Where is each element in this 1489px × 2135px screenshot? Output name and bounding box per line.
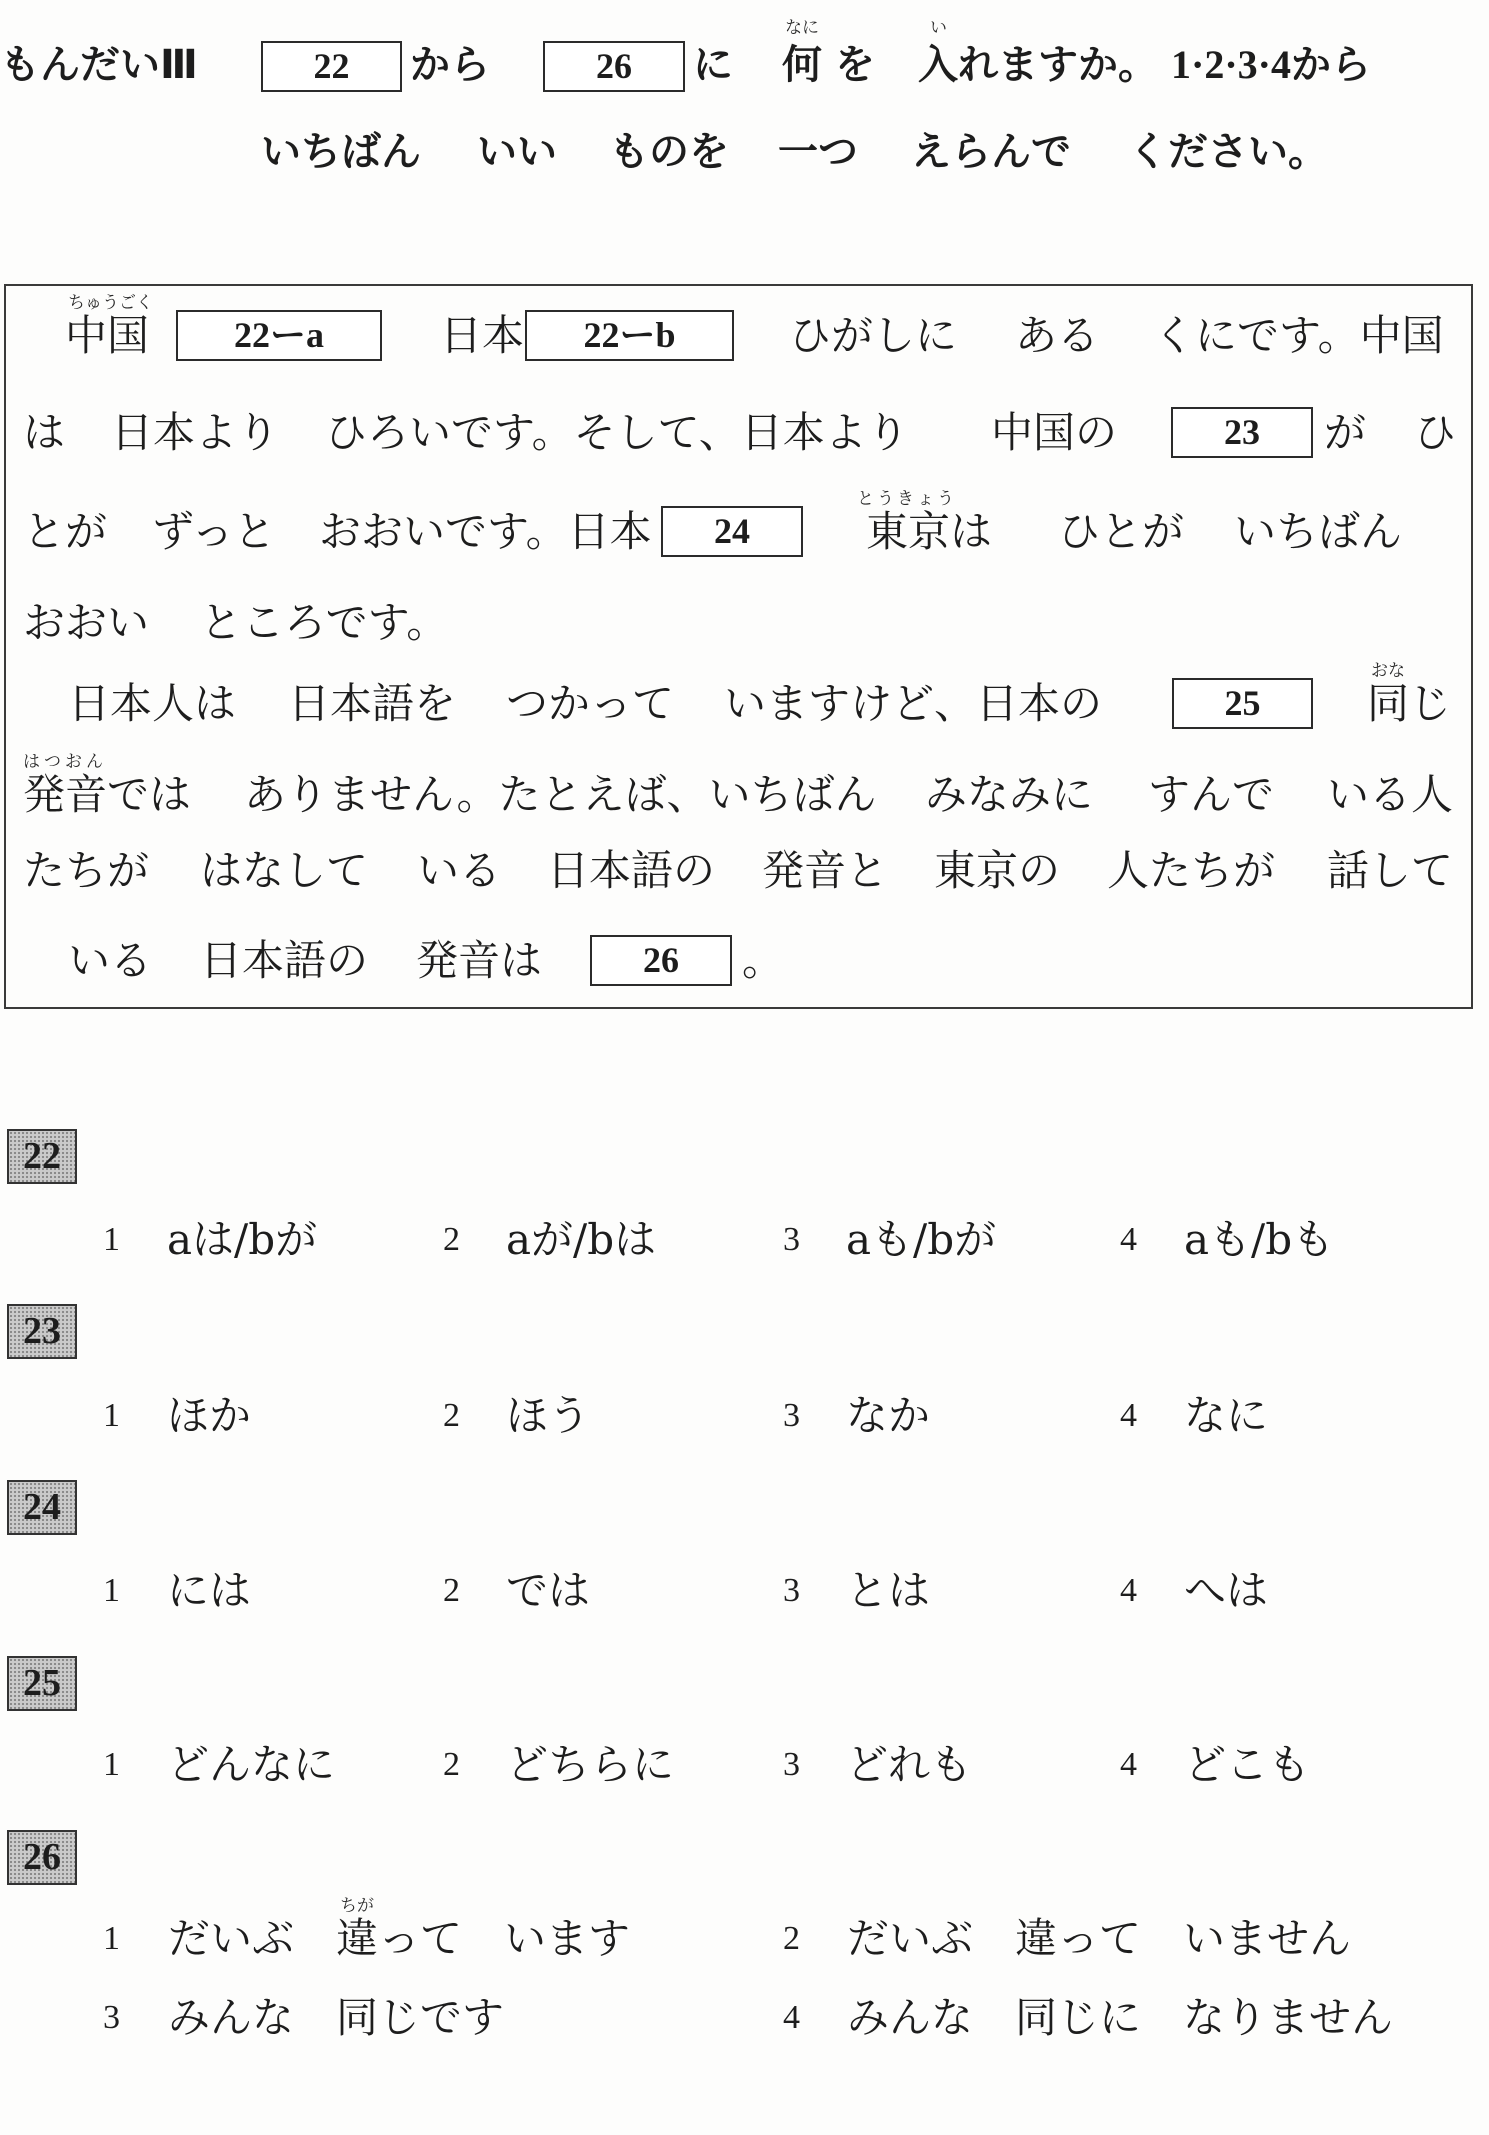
- passage-text: 日本より: [111, 408, 280, 457]
- answer-blank-22b: 22ーb: [525, 310, 734, 361]
- passage-text: 東京は: [866, 507, 993, 556]
- option-number: 2: [443, 1221, 460, 1258]
- passage-text: ひろいです。そして、日本より: [325, 408, 909, 457]
- question-number: 25: [7, 1656, 77, 1711]
- passage-text: いる人: [1327, 770, 1454, 819]
- option-text: とは: [846, 1566, 931, 1615]
- instruction-word: いい: [477, 129, 557, 175]
- option-text: では: [506, 1566, 591, 1615]
- passage-line: [6, 752, 1471, 819]
- option-row: [0, 1993, 1489, 2042]
- passage-text: ある: [1015, 311, 1100, 360]
- passage-text: ところです。: [200, 598, 449, 647]
- option-text: には: [167, 1566, 252, 1615]
- passage-text: 。: [742, 936, 785, 985]
- option-text: なに: [1184, 1391, 1269, 1440]
- instruction-text: を: [835, 42, 875, 88]
- answer-blank-22a: 22ーa: [176, 310, 382, 361]
- option-text: ほか: [167, 1391, 252, 1440]
- passage-line: [6, 661, 1471, 728]
- passage-text: ひがしに: [789, 311, 958, 360]
- option-number: 3: [783, 1572, 800, 1609]
- option-text: みんな 同じです: [168, 1993, 505, 2042]
- option-text: どこも: [1184, 1740, 1311, 1789]
- option-number: 2: [443, 1746, 460, 1783]
- question-number: 24: [7, 1480, 77, 1535]
- option-number: 1: [103, 1221, 120, 1258]
- question-26: [0, 1830, 1489, 2050]
- instruction-text: に: [693, 42, 733, 88]
- passage-text: ありません。たとえば、いちばん: [244, 770, 877, 819]
- passage-text: 発音と: [762, 846, 889, 895]
- option-text: なか: [846, 1391, 931, 1440]
- passage-text: くにです。中国: [1153, 311, 1444, 360]
- option-text: だいぶ 違って います: [168, 1914, 631, 1963]
- option-number: 2: [443, 1572, 460, 1609]
- passage-text: が: [1324, 408, 1367, 457]
- passage-line: [6, 846, 1471, 895]
- range-end-box: 26: [543, 41, 685, 92]
- passage-text: 人たちが: [1107, 846, 1276, 895]
- passage-line: [6, 408, 1471, 457]
- option-number: 3: [783, 1221, 800, 1258]
- instruction-text: 入: [918, 42, 958, 88]
- option-number: 1: [103, 1397, 120, 1434]
- instruction-word: ものを: [609, 129, 729, 175]
- option-row: [0, 1215, 1489, 1264]
- furigana: とうきょう: [857, 489, 957, 509]
- instruction-word: いちばん: [261, 129, 421, 175]
- passage-text: 中国の: [991, 408, 1118, 457]
- furigana: なに: [785, 18, 819, 38]
- option-text: へは: [1184, 1566, 1269, 1615]
- instruction-text: れますか。: [958, 42, 1158, 88]
- option-number: 4: [1120, 1397, 1137, 1434]
- option-text: ほう: [506, 1391, 591, 1440]
- passage-text: はなして: [200, 846, 369, 895]
- instruction-text: から: [410, 42, 490, 88]
- passage-text: ひとが: [1058, 507, 1185, 556]
- option-number: 1: [103, 1572, 120, 1609]
- answer-blank-24: 24: [661, 506, 803, 557]
- passage-text: たちが: [23, 846, 150, 895]
- passage-text: いちばん: [1234, 507, 1403, 556]
- problem-title: もんだいⅢ: [0, 42, 198, 88]
- option-text: aが/bは: [506, 1215, 657, 1264]
- passage-text: いる: [417, 846, 502, 895]
- option-number: 3: [783, 1746, 800, 1783]
- option-text: どんなに: [167, 1740, 336, 1789]
- option-number: 4: [1120, 1221, 1137, 1258]
- question-number: 23: [7, 1304, 77, 1359]
- passage-text: 中国: [65, 311, 150, 360]
- option-number: 4: [1120, 1746, 1137, 1783]
- choice-numbers: 1·2·3·4から: [1171, 42, 1372, 87]
- passage-text: 日本: [440, 311, 525, 360]
- question-number: 26: [7, 1830, 77, 1885]
- furigana: はつおん: [23, 752, 107, 772]
- option-text: aも/bも: [1184, 1215, 1335, 1264]
- option-text: aも/bが: [846, 1215, 997, 1264]
- passage-text: おおいです。日本: [319, 507, 652, 556]
- passage-text: いますけど、日本の: [724, 679, 1103, 728]
- option-text: aは/bが: [167, 1215, 318, 1264]
- passage-line: [6, 489, 1471, 556]
- passage-text: とが: [23, 507, 108, 556]
- passage-text: いる: [68, 936, 153, 985]
- passage-text: みなみに: [925, 770, 1094, 819]
- passage-text: すんで: [1148, 770, 1275, 819]
- passage-line: [6, 598, 1471, 647]
- option-number: 1: [103, 1920, 120, 1957]
- passage-text: 話して: [1327, 846, 1454, 895]
- passage-text: 日本語の: [547, 846, 716, 895]
- passage-text: 日本人は: [68, 679, 237, 728]
- passage-text: つかって: [506, 679, 675, 728]
- passage-text: 東京の: [934, 846, 1061, 895]
- instruction-word: ください。: [1128, 129, 1328, 175]
- option-number: 1: [103, 1746, 120, 1783]
- furigana: ちゅうごく: [68, 293, 153, 313]
- option-number: 4: [1120, 1572, 1137, 1609]
- option-row: [0, 1740, 1489, 1789]
- passage-line: [6, 936, 1471, 985]
- option-number: 4: [783, 1999, 800, 2036]
- answer-blank-23: 23: [1171, 407, 1313, 458]
- option-number: 3: [783, 1397, 800, 1434]
- instruction-word: 一つ: [778, 129, 858, 175]
- option-row: [0, 1896, 1489, 1963]
- option-text: どれも: [846, 1740, 973, 1789]
- answer-blank-26: 26: [590, 935, 732, 986]
- passage-text: ひ: [1414, 408, 1457, 457]
- passage-text: 同じ: [1367, 679, 1452, 728]
- option-text: みんな 同じに なりません: [847, 1993, 1394, 2042]
- passage-text: おおい: [23, 598, 150, 647]
- question-number: 22: [7, 1129, 77, 1184]
- option-text: だいぶ 違って いません: [847, 1914, 1352, 1963]
- answer-blank-25: 25: [1172, 678, 1313, 729]
- instruction-text: 何: [782, 42, 822, 88]
- furigana: ちが: [340, 1896, 374, 1916]
- option-number: 2: [783, 1920, 800, 1957]
- passage-text: ずっと: [152, 507, 276, 556]
- furigana: おな: [1371, 661, 1405, 681]
- passage-text: 発音では: [23, 770, 192, 819]
- passage-line: [6, 293, 1471, 360]
- furigana: い: [930, 18, 947, 38]
- option-number: 2: [443, 1397, 460, 1434]
- option-number: 3: [103, 1999, 120, 2036]
- option-row: [0, 1391, 1489, 1440]
- passage-text: 発音は: [416, 936, 543, 985]
- passage-text: は: [23, 408, 66, 457]
- reading-passage: [4, 284, 1473, 1009]
- option-text: どちらに: [506, 1740, 675, 1789]
- instruction-word: えらんで: [911, 129, 1071, 175]
- passage-text: 日本語の: [200, 936, 369, 985]
- option-row: [0, 1566, 1489, 1615]
- passage-text: 日本語を: [288, 679, 457, 728]
- range-start-box: 22: [261, 41, 402, 92]
